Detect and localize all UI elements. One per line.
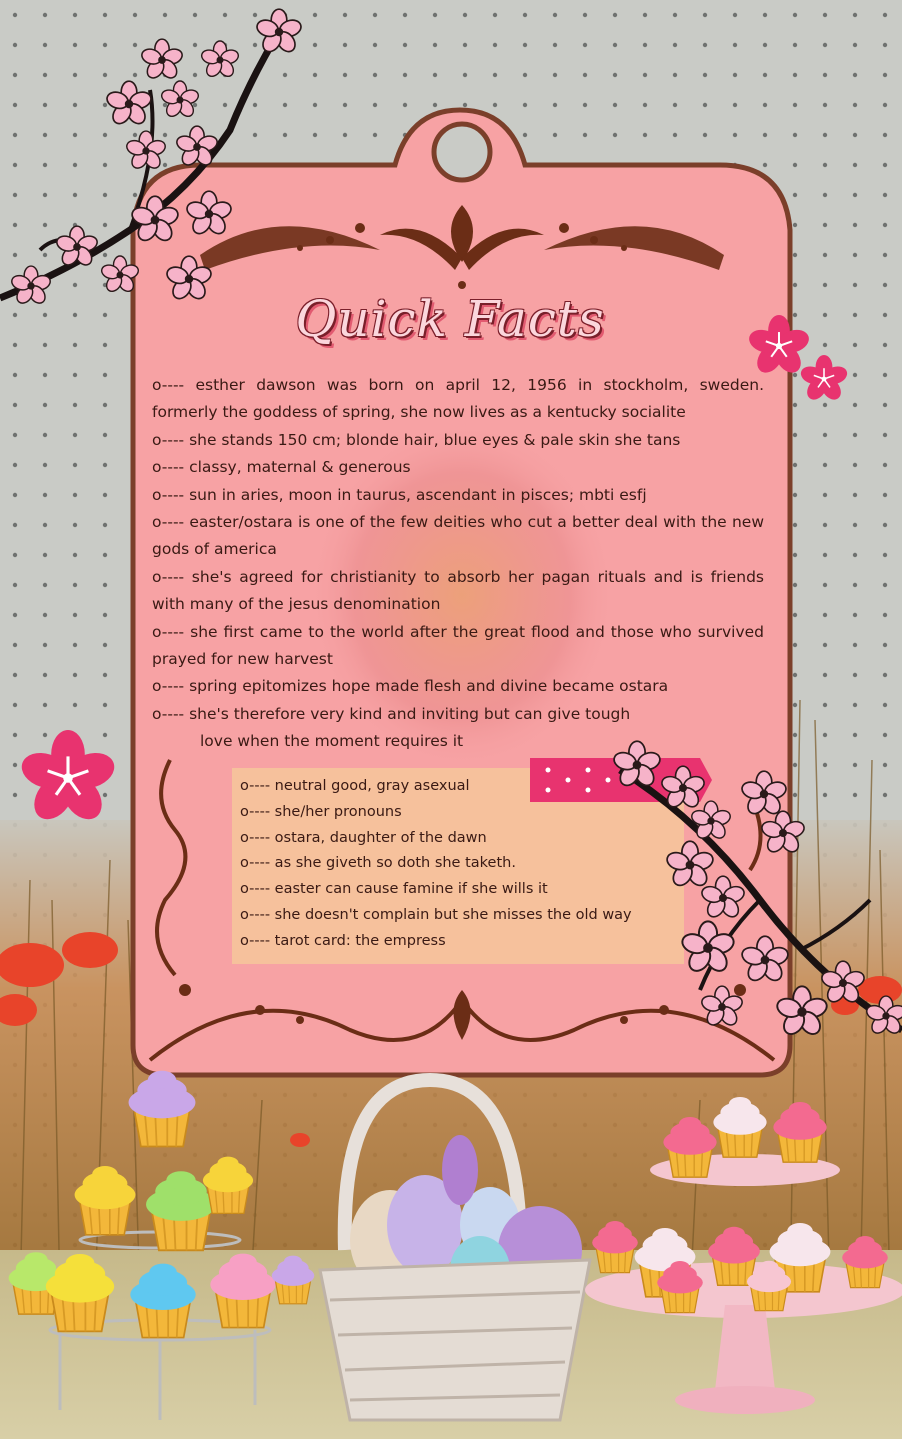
fact-item: o---- esther dawson was born on april 12, 1956 in stockholm, sweden. formerly the goddess of spring, she now lives as a kentucky socialite [152,376,764,422]
note-item: o---- easter can cause famine if she wills it [240,881,548,898]
card-title: Quick Facts [295,290,605,348]
note-item: o---- ostara, daughter of the dawn [240,829,487,846]
fact-item: o---- spring epitomizes hope made flesh and divine became ostara [152,677,669,696]
fact-item: o---- she first came to the world after the great flood and those who survived prayed for new harvest [152,622,764,669]
fact-item: o---- she stands 150 cm; blonde hair, blue eyes & pale skin she tans [152,430,681,449]
note-item: o---- neutral good, gray asexual [240,778,470,794]
fact-item: o---- sun in aries, moon in taurus, ascendant in pisces; mbti esfj [152,485,647,504]
fact-item: o---- she's agreed for christianity to absorb her pagan rituals and is friends with many of the jesus denomination [152,567,764,614]
facts-list [152,372,764,756]
note-item: o---- as she giveth so doth she taketh. [240,855,516,872]
note-item: o---- she doesn't complain but she misses the old way [240,906,632,923]
note-item: o---- she/her pronouns [240,803,402,820]
note-list [240,774,680,955]
fact-item: o---- easter/ostara is one of the few deities who cut a better deal with the new gods of america [152,513,764,559]
fact-item-continued: love when the moment requires it [200,732,464,751]
note-item: o---- tarot card: the empress [240,932,446,949]
fact-item: o---- classy, maternal & generous [152,458,411,477]
fact-item: o---- she's therefore very kind and inviting but can give tough [152,704,631,723]
